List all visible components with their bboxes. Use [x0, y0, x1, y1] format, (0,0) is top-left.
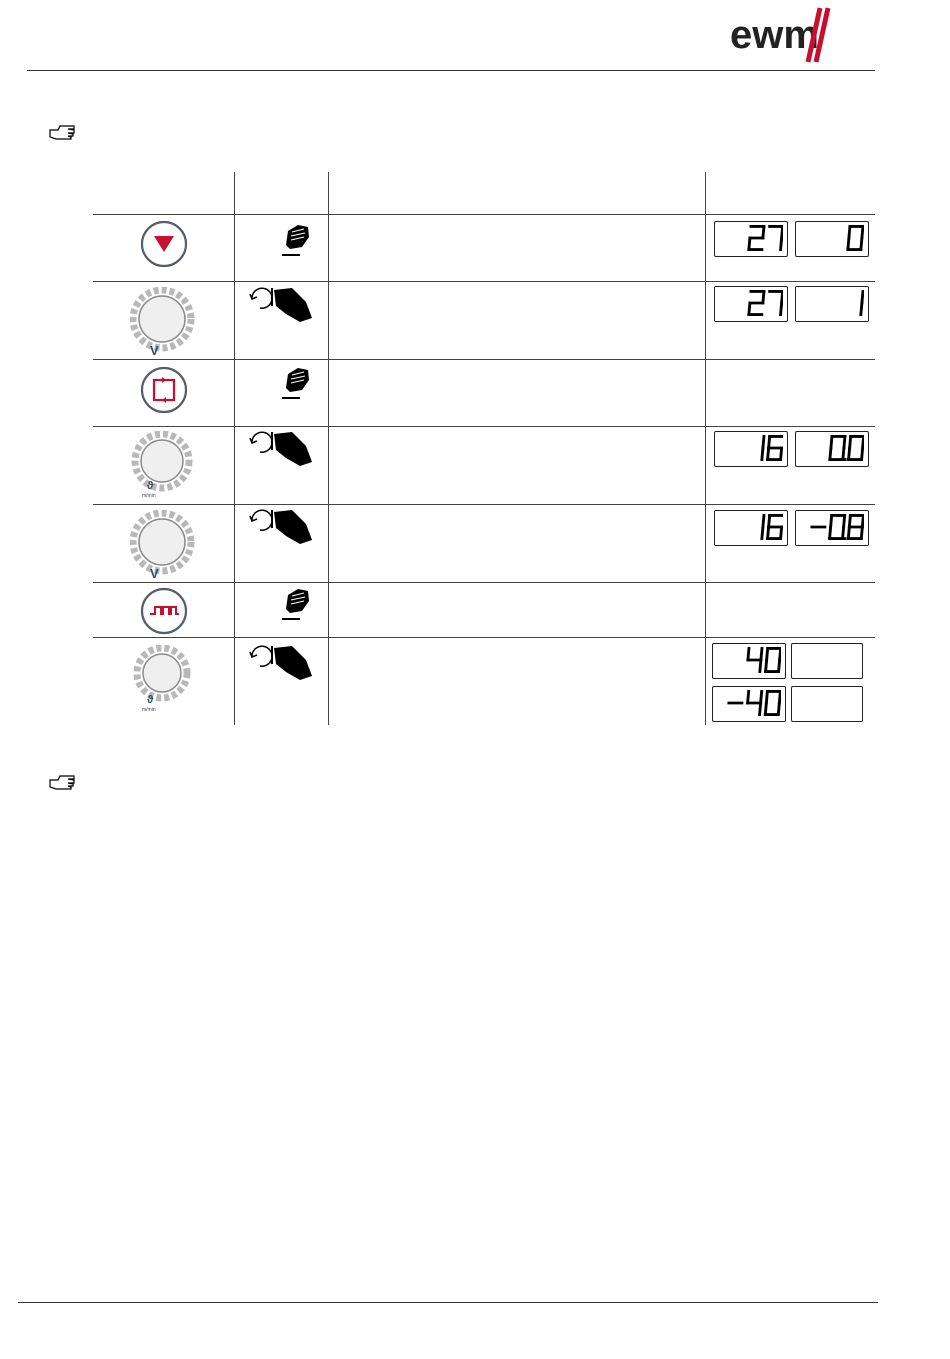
- display-segment: [779, 648, 780, 660]
- display-digits: [725, 690, 781, 716]
- display-segment: [765, 660, 766, 672]
- display-digits: [845, 225, 864, 251]
- display-segment: [780, 527, 781, 539]
- cycle-button-icon: [140, 366, 188, 419]
- display-digits: [808, 514, 864, 540]
- display-left: [714, 221, 788, 257]
- display-segment: [761, 448, 762, 460]
- display-value: [713, 644, 714, 645]
- arrow-down-button-icon: [140, 220, 188, 273]
- voltage-knob-icon: [130, 510, 196, 585]
- table-hline-header: [93, 214, 875, 215]
- display-segment: [862, 291, 863, 303]
- display-segment: [747, 648, 748, 660]
- display-segment: [765, 703, 766, 715]
- display-segment: [830, 436, 831, 448]
- display-segment: [780, 448, 781, 460]
- display-segment: [781, 291, 782, 303]
- press-icon: [278, 221, 312, 264]
- display-segment: [747, 691, 748, 703]
- display-segment: [861, 527, 862, 539]
- display-value: [796, 511, 797, 512]
- display-segment: [842, 448, 843, 460]
- display-segment: [829, 448, 830, 460]
- display-segment: [779, 691, 780, 703]
- turn-and-press-icon: [246, 284, 316, 329]
- display-value: [792, 644, 793, 645]
- table-vline-2: [328, 172, 329, 725]
- wire-speed-knob-icon: [130, 645, 196, 722]
- display-digits: [746, 225, 783, 251]
- display-left: [712, 643, 786, 679]
- display-segment: [843, 436, 844, 448]
- display-segment: [768, 515, 769, 527]
- wire-speed-knob-icon: [130, 431, 196, 506]
- svg-text:V: V: [150, 343, 159, 357]
- display-segment: [849, 436, 850, 448]
- display-segment: [780, 303, 781, 315]
- header-rule: [27, 70, 875, 71]
- display-segment: [767, 448, 768, 460]
- display-segment: [842, 527, 843, 539]
- svg-text:V: V: [150, 566, 159, 580]
- display-segment: [760, 691, 761, 703]
- note-hand-icon-2: [48, 772, 78, 792]
- turn-and-press-icon: [246, 428, 316, 473]
- table-hline: [93, 504, 875, 505]
- footer-rule: [18, 1302, 878, 1303]
- display-segment: [849, 515, 850, 527]
- display-segment: [862, 436, 863, 448]
- display-segment: [862, 515, 863, 527]
- display-left: [712, 686, 786, 722]
- display-right: [791, 686, 863, 722]
- display-digits: [746, 290, 783, 316]
- display-digits: [746, 435, 783, 461]
- table-hline: [93, 637, 875, 638]
- display-value: [713, 687, 714, 688]
- display-segment: [748, 303, 749, 315]
- display-segment: [766, 648, 767, 660]
- svg-text:ϑ: ϑ: [147, 480, 154, 492]
- display-segment: [762, 436, 763, 448]
- display-decimal-point: [843, 458, 846, 461]
- display-right: [795, 221, 869, 257]
- display-segment: [829, 527, 830, 539]
- turn-and-press-icon: [246, 506, 316, 551]
- display-segment: [848, 238, 849, 250]
- table-hline: [93, 426, 875, 427]
- display-segment: [760, 648, 761, 660]
- display-value: [792, 687, 793, 688]
- svg-text:ϑ: ϑ: [147, 694, 154, 706]
- table-hline: [93, 582, 875, 583]
- display-segment: [759, 703, 760, 715]
- display-right: [795, 431, 869, 467]
- display-digits: [744, 647, 781, 673]
- display-segment: [767, 527, 768, 539]
- display-segment: [849, 226, 850, 238]
- ewm-logo: [728, 4, 860, 64]
- display-segment: [778, 660, 779, 672]
- display-right: [795, 510, 869, 546]
- display-digits: [746, 514, 783, 540]
- display-segment: [861, 448, 862, 460]
- display-segment: [768, 436, 769, 448]
- display-segment: [780, 238, 781, 250]
- display-segment: [766, 691, 767, 703]
- display-segment: [843, 515, 844, 527]
- press-icon: [278, 364, 312, 407]
- table-vline-1: [234, 172, 235, 725]
- display-value: [796, 222, 797, 223]
- table-vline-3: [705, 172, 706, 725]
- display-value: [715, 511, 716, 512]
- display-segment: [778, 703, 779, 715]
- display-segment: [862, 226, 863, 238]
- table-hline: [93, 359, 875, 360]
- display-left: [714, 286, 788, 322]
- display-segment: [762, 226, 763, 238]
- voltage-knob-icon: [130, 287, 196, 362]
- display-segment: [781, 226, 782, 238]
- display-segment: [748, 238, 749, 250]
- display-segment: [830, 515, 831, 527]
- display-segment: [848, 448, 849, 460]
- display-value: [796, 432, 797, 433]
- display-value: [796, 287, 797, 288]
- display-right: [795, 286, 869, 322]
- display-segment: [759, 660, 760, 672]
- display-segment: [762, 515, 763, 527]
- display-value: [715, 222, 716, 223]
- display-digits: [845, 290, 864, 316]
- svg-text:m/min: m/min: [142, 707, 156, 713]
- note-hand-icon: [48, 122, 78, 142]
- svg-text:m/min: m/min: [142, 493, 156, 499]
- pulse-button-icon: [140, 587, 188, 640]
- display-value: [715, 287, 716, 288]
- display-left: [714, 510, 788, 546]
- press-icon: [278, 585, 312, 628]
- display-segment: [848, 527, 849, 539]
- display-segment: [762, 291, 763, 303]
- turn-and-press-icon: [246, 642, 316, 687]
- display-decimal-point: [843, 537, 846, 540]
- display-right: [791, 643, 863, 679]
- logo-text: ewm: [730, 13, 819, 57]
- display-left: [714, 431, 788, 467]
- display-value: [715, 432, 716, 433]
- display-segment: [861, 303, 862, 315]
- table-hline: [93, 281, 875, 282]
- display-segment: [861, 238, 862, 250]
- display-segment: [761, 527, 762, 539]
- display-digits: [827, 435, 864, 461]
